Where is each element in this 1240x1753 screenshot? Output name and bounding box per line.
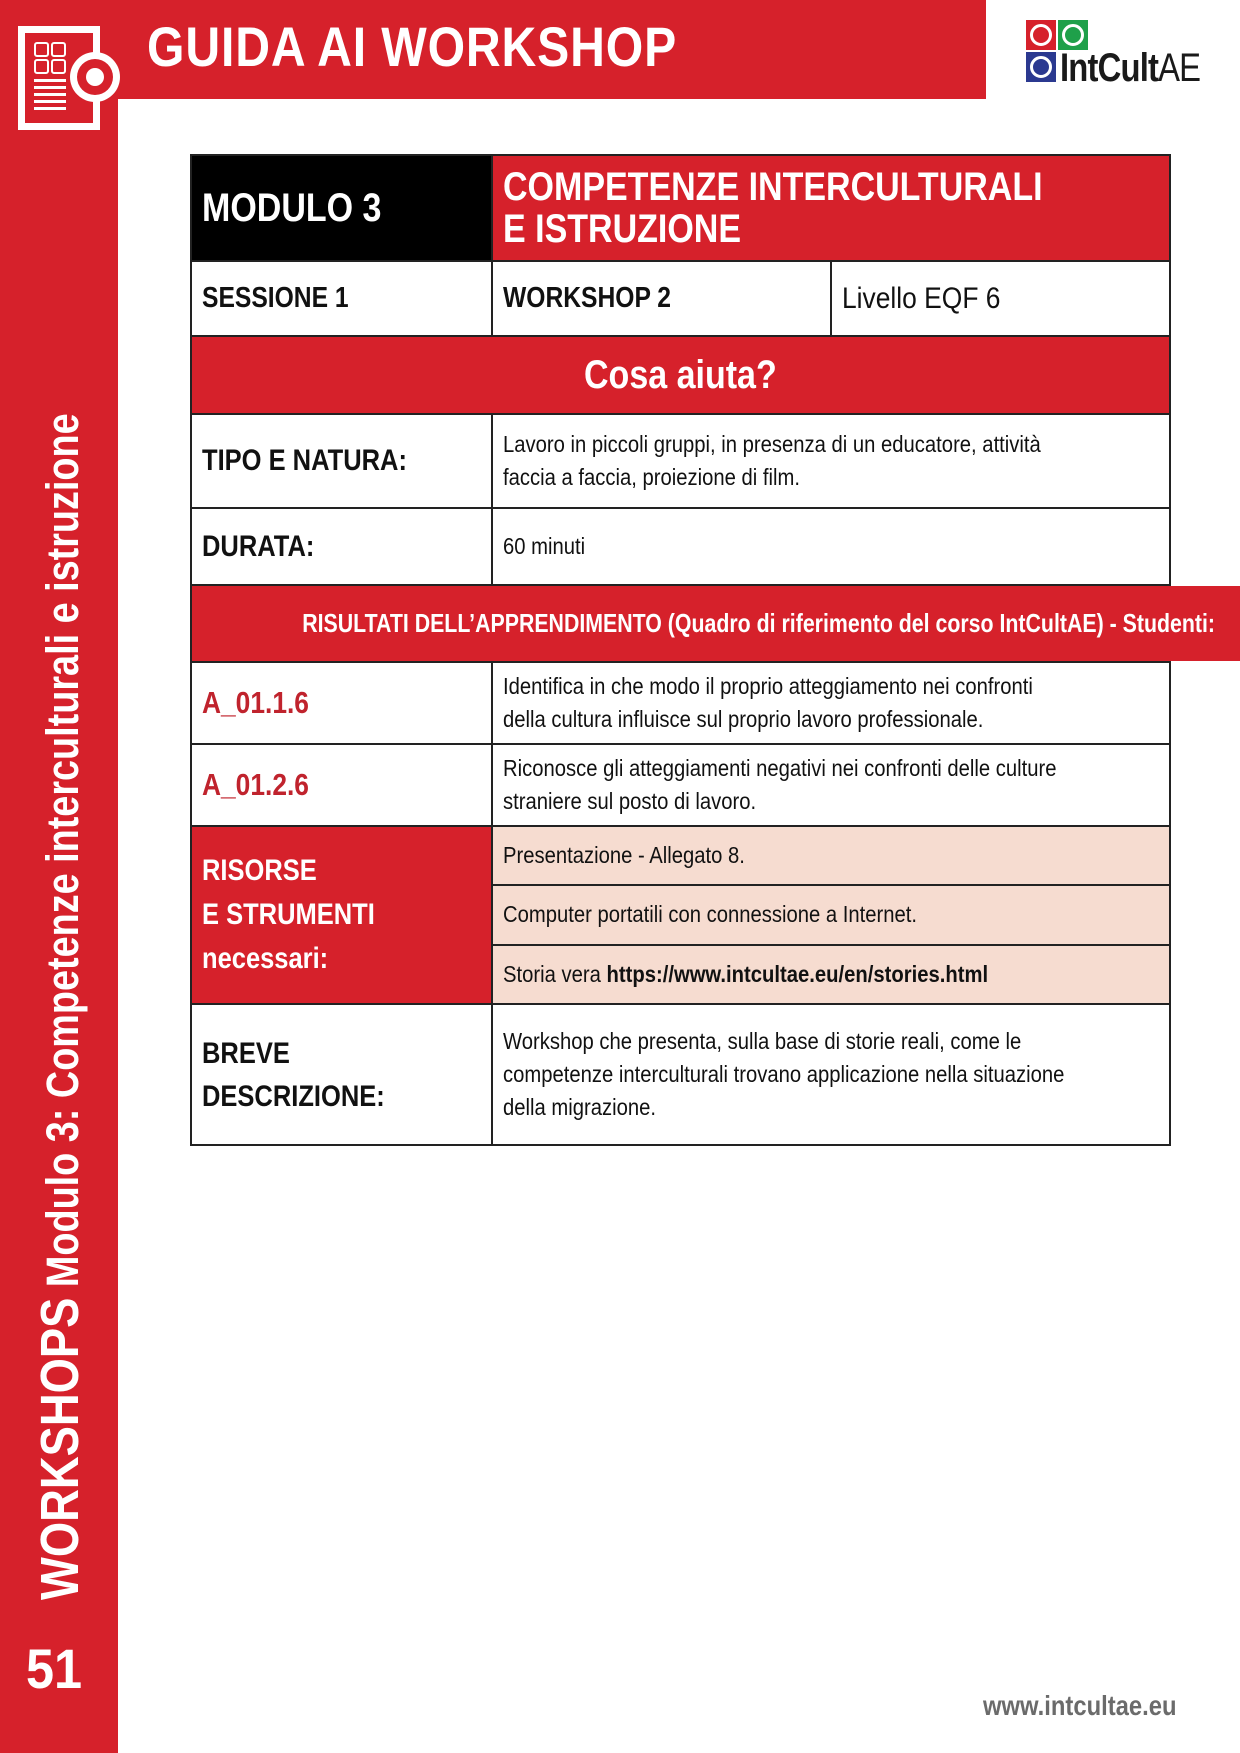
page-number: 51 — [26, 1637, 83, 1700]
stories-link[interactable]: https://www.intcultae.eu/en/stories.html — [606, 960, 989, 987]
description-value: Workshop che presenta, sulla base di storie reali, come le competenze interculturali trovano applicazione nella situazione della migrazione. — [503, 1028, 1065, 1120]
logo-face-blue-icon — [1026, 52, 1056, 82]
resource-item — [493, 946, 1169, 1003]
description-row — [190, 1005, 1171, 1146]
resources-list — [493, 827, 1169, 1003]
duration-row — [190, 509, 1171, 586]
module-label: MODULO 3 — [202, 185, 382, 230]
workshop-table — [190, 154, 1216, 1146]
section-help-heading: Cosa aiuta? — [584, 352, 777, 397]
duration-label: DURATA: — [202, 529, 315, 563]
outcome-code: A_01.2.6 — [202, 767, 309, 802]
outcome-code: A_01.1.6 — [202, 685, 309, 720]
resource-item: Presentazione - Allegato 8. — [493, 827, 1169, 886]
duration-value: 60 minuti — [503, 533, 586, 559]
type-label: TIPO E NATURA: — [202, 444, 407, 477]
resource-item: Computer portatili con connessione a Internet. — [493, 886, 1169, 945]
outcomes-header-row — [190, 586, 1216, 663]
logo-text: IntCultAE — [1060, 46, 1201, 90]
description-label: BREVE DESCRIZIONE: — [202, 1036, 385, 1113]
resources-label: RISORSE E STRUMENTI necessari: — [202, 854, 375, 975]
outcomes-heading: RISULTATI DELL’APPRENDIMENTO (Quadro di riferimento del corso IntCultAE) - Studenti: — [302, 608, 1216, 638]
outcome-row — [190, 745, 1171, 827]
page-header-title: GUIDA AI WORKSHOP — [147, 15, 678, 78]
outcome-text: Identifica in che modo il proprio atteggiamento nei confronti della cultura influisce sul proprio lavoro professionale. — [503, 673, 1033, 732]
text-lines-icon — [34, 79, 66, 114]
outcome-text: Riconosce gli atteggiamenti negativi nei confronti delle culture straniere sul posto di lavoro. — [503, 755, 1057, 814]
workshop-label: WORKSHOP 2 — [503, 282, 672, 314]
module-row — [190, 154, 1171, 262]
module-title: COMPETENZE INTERCULTURALI E ISTRUZIONE — [503, 165, 1043, 251]
gear-wrench-icon — [70, 52, 120, 102]
logo-face-red-icon — [1026, 20, 1056, 50]
footer-website-link[interactable]: www.intcultae.eu — [983, 1690, 1177, 1721]
section-help-row — [190, 337, 1171, 415]
sidebar-vertical-title — [30, 200, 90, 1600]
resource-text: Storia vera — [503, 960, 607, 987]
faces-grid-icon — [34, 42, 66, 74]
eqf-level: Livello EQF 6 — [842, 281, 1001, 315]
session-label: SESSIONE 1 — [202, 282, 349, 314]
sidebar-title-module: Modulo 3: Competenze interculturali e istruzione — [37, 413, 88, 1298]
outcome-row — [190, 663, 1171, 745]
intcultae-logo — [1026, 20, 1206, 90]
type-value: Lavoro in piccoli gruppi, in presenza di un educatore, attività faccia a faccia, proiezione di film. — [503, 431, 1041, 490]
resources-row — [190, 827, 1171, 1005]
sidebar-title-workshops: WORKSHOPS — [30, 1297, 90, 1600]
session-row — [190, 262, 1171, 337]
type-row — [190, 415, 1171, 509]
